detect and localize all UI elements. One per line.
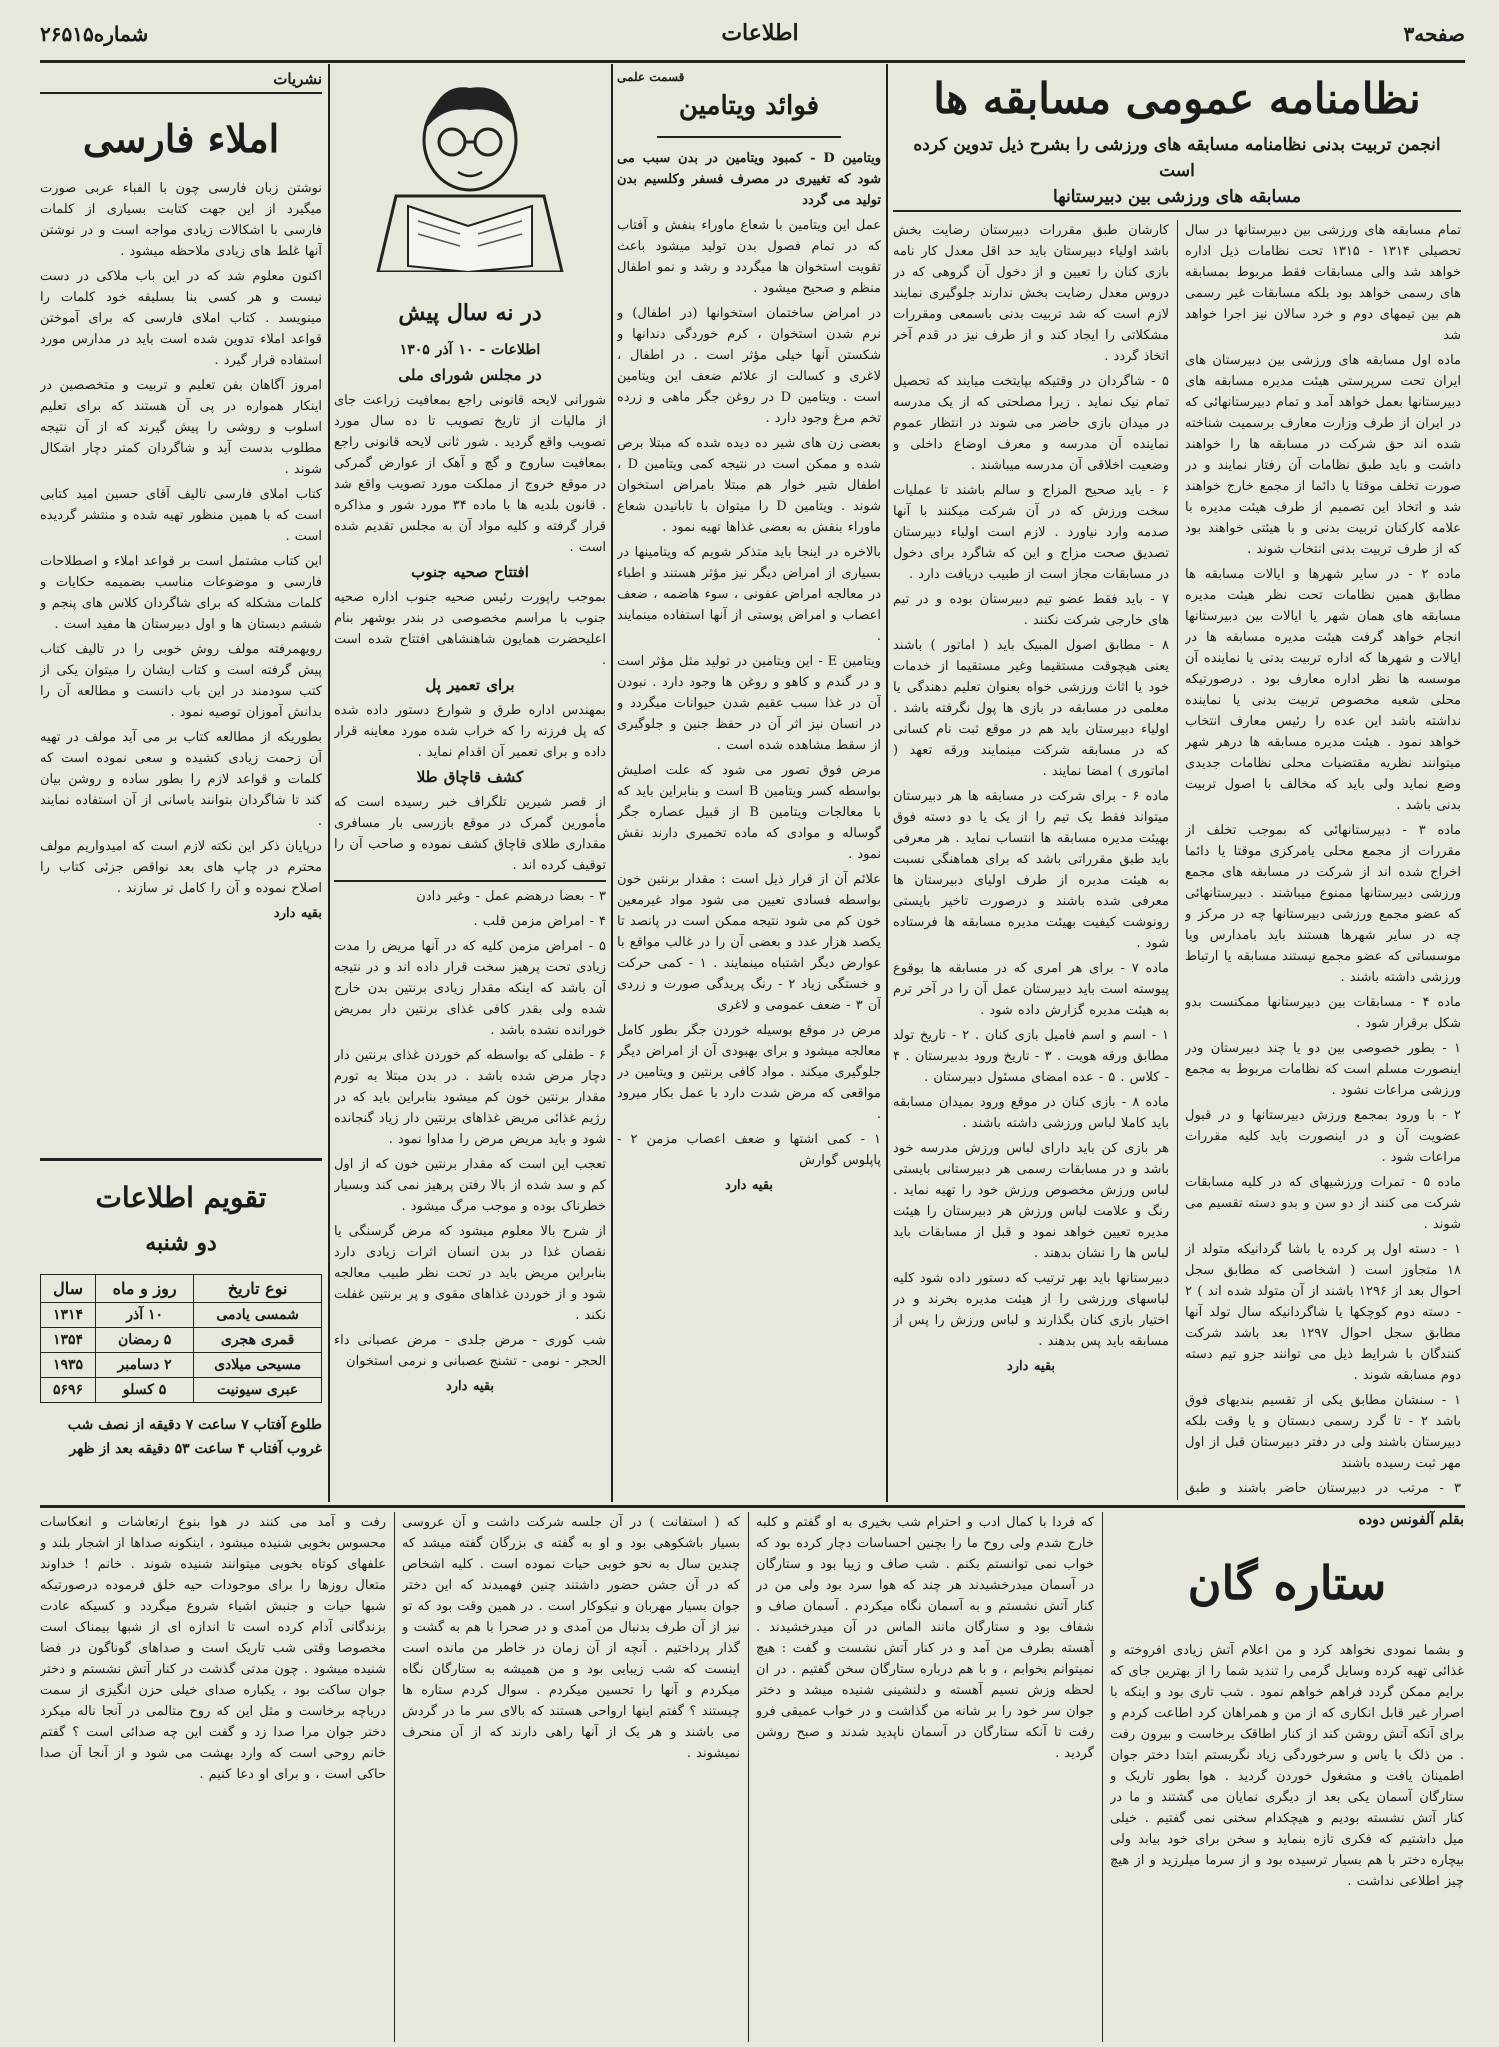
paragraph: رویهمرفته مولف روش خوبی را در تالیف کتاب پیش گرفته است و کتاب ایشان را میتوان یکی از کتب سودمند در این باب دانست و مطالعه آن را بدانش آموزان توصیه نمود . xyxy=(40,642,322,720)
paragraph: بالاخره در اینجا باید متذکر شویم که ویتامینها در بسیاری از امراض دیگر نیز مؤثر هستند و اطباء در معالجه امراض عفونی ، سوء هاضمه ، ضعف اعصاب و امراض پوستی از آنها استفاده مینمایند . xyxy=(617,545,881,644)
paragraph: ۳ - بعضا درهضم عمل - وغیر دادن xyxy=(416,888,606,904)
divider xyxy=(40,92,322,94)
paragraph: ماده ۷ - برای هر امری که در مسابقه ها بوقوع پیوسته است باید دبیرستان عمل آن را در آخر ترم به هیئت مدیره گزارش داده شود . xyxy=(893,961,1169,1018)
paragraph: ۶ - طفلی که بواسطه کم خوردن غذای برنتین دار دچار مرض شده باشد . در بدن مبتلا به تورم مقدار برنتین خون کم میشود بنابراین باید که در رژیم غذائی مریض غذاهای برنتین دار زیاد گنجانده شود و باید مریض مرض را مداوا نمود . xyxy=(334,1047,606,1147)
paragraph: شب کوری - مرض جلدی - مرض عصبانی داء الحجر - نومی - تشنج عصبانی و نرمی استخوان xyxy=(334,1332,606,1369)
article-history xyxy=(334,70,606,1502)
divider xyxy=(334,880,606,882)
reader-illustration-icon xyxy=(348,76,592,272)
table-cell: ۱۹۳۵ xyxy=(41,1353,96,1378)
article-title: در نه سال پیش xyxy=(398,300,542,326)
paragraph: و بشما نمودی نخواهد کرد و من اعلام آتش زیادی افروخته و غذائی تهیه کرده وسایل گرمی را تندید شما را از بهترین جای که برایم ممکن گردد فراهم خواهم نمود . شب تاری بود و اینکه با اصرار غیر قابل انکاری که از من و همراهان کرد اطاعت کردم و برای آنکه آتش روشن کند از کنار اطاقک برخاست و بیرون رفت . من ذلک با یاس و سرخوردگی زیاد نگریستم ابتدا دختر جوان اطمینان یافت و مشغول خوردن گردید . هوا بطور تاریک و ستارگان آسمان یکی بعد از دیگری نمایان می گشتند و ما در کنار آتش نشسته بودیم و هیچکدام سخنی نمی گفتیم . خیلی میل داشتیم که فکری تازه بنماید و سخن برای خود بیابد ولی بیچاره دختر با هم بسیار ترسیده بود و از سرما میلرزید و از هیچ چیز اطلاعی نداشت . xyxy=(1110,1643,1464,1889)
headline: نظامنامه عمومی مسابقه ها xyxy=(933,74,1421,123)
table-header: نوع تاریخ xyxy=(194,1275,322,1303)
paragraph: که فردا با کمال ادب و احترام شب بخیری به او گفتم و کلبه خارج شدم ولی روح ما را بچنین احساسات دچار کرده بود که خواب نمی توانستم بکنم . شب صاف و زیبا بود و ستارگان در آسمان میدرخشیدند هر چند که هوا سرد بود ولی من در کنار آتش نشستم و به آسمان نگاه میکردم . آسمان صاف و شفاف بود و ستارگان مانند الماس در آن میدرخشیدند . آهسته بطرف من آمد و در کنار آتش نشست و گفت : هیچ نمیتوانم بخوابم ، و با هم درباره ستارگان سخن گفتیم . در ان لحظه وزش نسیم آهسته و دلنشینی شنیده میشد و دختر جوان سر خود را بر شانه من گذاشت و در خواب عمیقی فرو رفت تا آنکه ستارگان در آسمان ناپدید شدند و صبح روشن گردید . xyxy=(756,1515,1094,1761)
story-column xyxy=(756,1512,1094,2042)
paragraph: کتاب املای فارسی تالیف آقای حسین امید کتابی است که با همین منظور تهیه شده و منتشر گردیده است . xyxy=(40,487,322,544)
paragraph: ۱ - دسته اول پر کرده یا باشا گردانیکه متولد از ۱۸ متجاوز است ( اشخاصی که مطابق سجل احوال بعد از ۱۲۹۶ باشند از آن متولد شده اند ) ۲ - دسته دوم کوچکها یا شاگردانیکه سال تولد آنها مطابق سجل احوال ۱۲۹۷ بعد باشد شرکت کنندگان با شرایط ذیل می توانند جزو تیم دسته دوم مسابقه شوند . xyxy=(1185,1242,1461,1383)
table-cell: ۵ رمضان xyxy=(96,1328,194,1353)
illustration-reader xyxy=(348,76,592,272)
paragraph: عمل این ویتامین با شعاع ماوراء بنفش و آفتاب که در تمام فصول بدن تولید میشود باعث تقویت استخوان ها میگردد و رشد و نمو اطفال منظم و صحیح میشود . xyxy=(617,218,881,296)
story-column xyxy=(402,1512,740,2042)
table-row xyxy=(41,1378,322,1403)
paragraph: درپایان ذکر این نکته لازم است که امیدواریم مولف محترم در چاپ های بعد نواقص جزئی کتاب را اصلاح نموده و آن را کامل تر سازند . xyxy=(40,839,322,896)
calendar-table xyxy=(40,1274,322,1403)
continued-note: بقیه دارد xyxy=(273,906,322,921)
paragraph: تمام مسابقه های ورزشی بین دبیرستانها در سال تحصیلی ۱۳۱۴ - ۱۳۱۵ تحت نظامات ذیل اداره خواهد شد والی مسابقات فقط مربوط بمسابقه های رسمی خواهد بود بلکه مسابقات غیر رسمی هم بین تیمهای دوم و خرد سالان نیز اجرا خواهد شد xyxy=(1185,223,1461,343)
paragraph: بعضی زن های شیر ده دیده شده که مبتلا برص شده و ممکن است در نتیجه کمی ویتامین D ، اطفال شیر خوار هم مبتلا بامراض استخوان شوند . ویتامین D را میتوان با تابانیدن شعاع ماوراء بنفش به بعضی غذاها تهیه نمود . xyxy=(617,436,881,535)
subheadline: مسابقه های ورزشی بین دبیرستانها xyxy=(1053,187,1301,207)
paragraph: ۴ - امراض مزمن قلب . xyxy=(473,913,606,929)
paragraph: ۶ - باید صحیح المزاج و سالم باشند تا عملیات سخت ورزش که در آن شرکت میکنند با آنها صدمه وارد نیاورد . لازم است اولیاء دبیرستان تصدیق صحت مزاج و این که شاگرد برای دخول در مسابقات مجاز است از طبیب دریافت دارد . xyxy=(893,483,1169,582)
paragraph: این کتاب مشتمل است بر قواعد املاء و اصطلاحات فارسی و موضوعات مناسب بضمیمه حکایات و کلمات مشکله که برای شاگردان کلاس های پنجم و ششم دبستان ها و اول دبیرستان ها مفید است . xyxy=(40,554,322,632)
paragraph: ۵ - امراض مزمن کلیه که در آنها مریض را مدت زیادی تحت پرهیز سخت قرار داده اند و در نتیجه آن باشد که اینکه مقدار زیادی برنتین بدن خارج شده ولی بقدر کافی غذای برنتین دار بمریض خورانده نشده باشد . xyxy=(334,938,606,1038)
paragraph: ۵ - شاگردان در وقتیکه بپایتخت میایند که تحصیل تمام نیک نماید . زیرا مصلحتی که از یک مدرسه در میدان بازی حاضر می شوند در انتظار عموم نماینده آن مدرسه و معرف اوضاع داخلی و وضعیت اخلاقی آن مدرسه میباشند . xyxy=(893,374,1169,473)
paragraph: ماده ۲ - در سایر شهرها و ایالات مسابقه ها مطابق همین نظامات تحت نظر هیئت مدیره مسابقه های همان شهر یا ایالات بین دبیرستانها انجام خواهد گرفت هیئت مدیره مسابقه ها در ایالات و شهرها که اداره تربیت بدنی یا نماینده آن موسسه ها نظر اداره معارف بود . درصورتیکه محلی شعبه مخصوص تربیت بدنی یا نماینده نداشته باشد این عده را رئیس معارف انتخاب خواهد نمود . هیئت مدیره مسابقه ها درهر شهر میتوانند نظریه مقتضیات محلی نظامات جدیدی وضع نماید ولی باید که مخالف با اصول تربیت بدنی باشد . xyxy=(1185,567,1461,813)
table-header: سال xyxy=(41,1275,96,1303)
column-divider xyxy=(394,1512,395,2042)
issue-number: شماره۲۶۵۱۵ xyxy=(40,22,149,46)
masthead-title: اطلاعات xyxy=(721,20,799,46)
table-cell: مسیحی میلادی xyxy=(194,1353,322,1378)
divider xyxy=(40,1158,322,1161)
paragraph: بطوریکه از مطالعه کتاب بر می آید مولف در تهیه آن زحمت زیادی کشیده و سعی نموده است که کلمات و قواعد لازم را بطور ساده و روشن بیان کند تا شاگردان بتوانند باسانی از آن استفاده نمایند . xyxy=(40,730,322,829)
paragraph: علائم آن از قرار ذیل است : مقدار برنتین خون بواسطه فسادی تعیین می شود مواد غیرمعین خون کم می شود نتیجه ممکن است در پانصد تا یکصد هزار عدد و بعضی آن را در غالب مواقع با عوارض دیگر اشتباه مینمایند . ۱ - کمی حرکت و خستگی زیاد ۲ - رنگ پریدگی صورت و زردی آن ۳ - ضعف عمومی و لاغری xyxy=(617,872,881,1013)
article-body xyxy=(40,178,322,1148)
article-vitamins xyxy=(617,70,881,1502)
section-heading: در مجلس شورای ملی xyxy=(398,366,542,384)
paragraph: ۱ - کمی اشتها و ضعف اعصاب مزمن ۲ - پاپلوس گوارش xyxy=(617,1132,881,1168)
paragraph: شورانی لایحه قانونی راجع بمعافیت زراعت جای از مالیات از تاریخ تصویب تا ده سال مورد تصویب واقع گردید . شور ثانی لایحه قانونی راجع بمعافیت ساروج و گچ و آهک از عوارض گمرکی در موقع خروج از مملکت مورد تصویب واقع شد . قانون بلدیه ها با ماده ۳۴ مورد شور و مذاکره قرار گرفته و کلیه مواد آن به مجلس تقدیم شده است . xyxy=(334,393,606,555)
paragraph: ۳ - مرتب در دبیرستان حاضر باشند و طبق xyxy=(1185,1481,1461,1496)
paragraph: کارشان طبق مقررات دبیرستان رضایت بخش باشد اولیاء دبیرستان باید حد اقل معدل کار نامه بازی کنان را تعیین و از دخول آن گروهی که در دروس معدل رضایت بخش ندارند جلوگیری نمایند لازم است که شد تربیت بدنی باسمعی ومقررات مشکلاتی را ایجاد کند و از طرف نیز در قدم آخر اتخاذ گردد . xyxy=(893,223,1169,364)
paragraph: ۸ - مطابق اصول المبیک باید ( اماتور ) باشند یعنی هیچوقت مستقیما وغیر مستقیما از خدمات خود یا اثاث ورزشی خواه بعنوان تعلیم دهندگی یا معلمی در مسابقه در بازی ها پول نگرفته باشد . اولیاء دبیرستان باید هم در موقع ثبت نام کسانی که در مسابقه شرکت مینمایند ورقه تعهد ( اماتوری ) امضا نمایند . xyxy=(893,638,1169,779)
calendar-box xyxy=(40,1168,322,1502)
column-divider xyxy=(1177,220,1178,1500)
column-divider xyxy=(611,64,613,1502)
continued-note: بقیه دارد xyxy=(724,1178,774,1193)
paragraph: امروز آگاهان بفن تعلیم و تربیت و متخصصین در اینکار همواره در پی آن هستند که برای تعلیم اسلوب و روشی را پیش گیرند که از آن نتیجه مطلوب بدست آید و شاگردان کمتر دچار اشکال شوند . xyxy=(40,378,322,477)
column-divider xyxy=(328,64,330,1502)
header-rule xyxy=(40,60,1465,63)
paragraph: هر بازی کن باید دارای لباس ورزش مدرسه خود باشد و در مسابقات رسمی هر دبیرستانی بایستی لباس ورزش مخصوص ورزش خود را تهیه نماید . رنگ و علامت لباس ورزش هر دبیرستان را هیئت مدیره تعیین خواهد نمود و قبل از مسابقات باید لباس ها را نشان بدهند . xyxy=(893,1141,1169,1261)
section-heading: برای تعمیر پل xyxy=(425,676,515,694)
continued-note: بقیه دارد xyxy=(1006,1359,1056,1374)
paragraph: ویتامین E - این ویتامین در تولید مثل مؤثر است و در گندم و کاهو و روغن ها وجود دارد . نبودن آن در غذا سبب عقیم شدن حیوانات میگردد و در انسان نیز اثر آن در حفظ جنین و جلوگیری از سقط مشاهده شده است . xyxy=(617,654,881,753)
paragraph: از شرح بالا معلوم میشود که مرض گرسنگی یا نقصان غذا در بدن انسان اثرات زیادی دارد بنابراین مریض باید در تحت نظر طبیب معالجه شود و از خوردن غذاهای مقوی و پر برنتین غفلت نکند . xyxy=(334,1223,606,1323)
article-column xyxy=(1185,220,1461,1500)
article-body xyxy=(334,340,606,1500)
table-cell: عبری سیونیت xyxy=(194,1378,322,1403)
section-heading: کشف قاچاق طلا xyxy=(416,768,524,786)
continued-note: بقیه دارد xyxy=(445,1378,495,1394)
column-divider xyxy=(1102,1512,1103,2042)
table-cell: ۲ دسامبر xyxy=(96,1353,194,1378)
paragraph: از قصر شیرین تلگراف خبر رسیده است که مأمورین گمرک در موقع بازرسی بار مسافری مقداری طلای قاچاق کشف نموده و صاحب آن را توقیف کرده اند . xyxy=(334,795,606,873)
paragraph: ماده اول مسابقه های ورزشی بین دبیرستان های ایران تحت سرپرستی هیئت مدیره مسابقه های دبیرستانها بعمل خواهد آمد و تمام دبیرستانهائی که در ایران از طرف وزارت معارف برسمیت شناخته شده اند حق شرکت در مسابقه ها را خواهند داشت و باید طبق نظامات آن رفتار نمایند و در صورت تخلف موقتا یا دائما از مجمع خارج خواهند شد و اتخاذ این تصمیم از طرف هیئت مدیره با علامه کارکنان تربیت بدنی و با هیئتی خواهند بود که از طرف تربیت بدنی انتخاب شوند . xyxy=(1185,353,1461,557)
sunrise-time: طلوع آفتاب ۷ ساعت ۷ دقیقه از نصف شب xyxy=(67,1417,322,1433)
table-cell: قمری هجری xyxy=(194,1328,322,1353)
paragraph: مرض فوق تصور می شود که علت اصلیش بواسطه کسر ویتامین B است و بنابراین باید که با معالجات ویتامین B از قبیل عصاره جگر گوساله و موادی که ماده تخمیری دارند نقش نمود . xyxy=(617,763,881,862)
story-column xyxy=(40,1512,386,2042)
section-heading: افتتاح صحیه جنوب xyxy=(411,563,529,581)
article-title: املاء فارسی xyxy=(82,116,280,161)
paragraph: در امراض ساختمان استخوانها (در اطفال) و نرم شدن استخوان ، کرم خوردگی دندانها و شکستن آنها خیلی مؤثر است . در اطفال ، لاغری و کسالت از علائم ضعف این ویتامین است . ویتامین D در روغن جگر ماهی و زرده تخم مرغ وجود دارد . xyxy=(617,306,881,426)
byline: بقلم آلفونس دوده xyxy=(1358,1512,1464,1528)
dateline: اطلاعات - ۱۰ آذر ۱۳۰۵ xyxy=(399,342,541,358)
paragraph: رفت و آمد می کنند در هوا بنوع ارتعاشات و انعکاسات محسوس بخوبی شنیده میشود ، اینکونه صداها از اشجار بلند و علفهای کوتاه بخوبی میتوانند شنیده شوند . خانم ! خداوند متعال روزها را برای موجودات حیه خلق فرموده درصورتیکه شبها حیات و جنبش اشیاء شروع میگردد و کسیکه عادت بزندگانی آدام کرده است تا اندازه ای از شبها بیمناک است مخصوصا وقتی شب تاریک است و صداهای گوناگون در فضا شنیده میشود . چون مدتی گذشت در کنار آتش نشستم و دختر جوان ساکت بود ، یکباره صدای خیلی حزن انگیزی از سمت دریاچه برخاست و مثل این که روح متالمی در آنجا ناله میکرد دختر جوان مرا صدا زد و گفت این چه صدائی است ؟ گفتم خانم روحی است که وارد بهشت می شود و از آنجا آن صدا حاکی است ، و برای او دعا کنیم . xyxy=(40,1515,386,1782)
subheadline: انجمن تربیت بدنی نظامنامه مسابقه های ورزشی را بشرح ذیل تدوین کرده است xyxy=(913,135,1441,181)
page-header xyxy=(40,18,1465,52)
paragraph: ماده ۳ - دبیرستانهائی که بموجب تخلف از مقررات از مجمع محلی یامرکزی موقتا یا دائما اخراج شده اند از شرکت در مسابقه های مجمع ورزشی دبیرستانها ممنوع میباشند . دبیرستانهائی که عضو مجمع ورزشی دبیرستانها چه در مرکز و چه در سایر شهرها هستند باید بامدارس ویا موسساتی که عضو مجمع نیستند مسابقه یا ارتباط ورزشی داشته باشند . xyxy=(1185,823,1461,985)
article-body xyxy=(617,148,881,1498)
paragraph: که ( استفانت ) در آن جلسه شرکت داشت و آن عروسی بسیار باشکوهی بود و او به گفته ی بزرگان گفته میشد که چندین سال به نحو خوبی حیات نموده است . کلیه اشخاص که در آن جشن حضور داشتند چنین فهمیدند که این دختر جوان بسیار مهربان و نیکوکار است . در همین وقت بود که تو نیز از آن طرف بدنبال من آمدی و در صحرا با هم به گشت و گذار پرداختیم . آنچه از آن زمان در خاطر من مانده است اینست که شب زیبایی بود و من همیشه به ستارگان نگاه میکردم و آنها را تحسین میکردم . سوال کردم ستاره ها چیستند ؟ گفتم اینها ارواحی هستند که بالای سر ما در گردش می باشند و هر یک از آنها راهی دارند که از آن منحرف نمیشوند . xyxy=(402,1515,740,1761)
table-cell: ۱۰ آذر xyxy=(96,1303,194,1328)
paragraph: تعجب این است که مقدار برنتین خون که از اول کم و سد شده از بالا رفتن پرهیز نمی کند وبسیار خطرناک بوده و موجب مرگ میشود . xyxy=(334,1156,606,1214)
paragraph: دبیرستانها باید بهر ترتیب که دستور داده شود کلیه لباسهای ورزشی را از هیئت مدیره بخرند و در اختیار بازی کنان بگذارند و لباس ورزش را پس از مسابقه باید پس بدهند . xyxy=(893,1271,1169,1349)
story-column xyxy=(1110,1640,1464,2040)
article-column xyxy=(893,220,1169,1500)
paragraph: اکنون معلوم شد که در این باب ملاکی در دست نیست و هر کسی بنا بسلیقه خود کلمات را مینویسد . کتاب املای فارسی که برای آموختن قواعد املاء تدوین شده است باید در مدارس مورد استفاده قرار گیرد . xyxy=(40,269,322,368)
column-divider xyxy=(886,64,888,1502)
divider xyxy=(893,210,1461,212)
column-divider xyxy=(748,1512,749,2042)
table-cell: ۵۶۹۶ xyxy=(41,1378,96,1403)
paragraph: ۱ - بطور خصوصی بین دو یا چند دبیرستان ودر اینصورت مسلم است که نظامات مربوط به مجمع ورزشی مراعات نشود . xyxy=(1185,1041,1461,1098)
paragraph: بمهندس اداره طرق و شوارع دستور داده شده که پل فرزنه را که خراب شده مورد معاینه قرار داده و برای تعمیر آن اقدام نماید . xyxy=(334,703,606,760)
table-cell: شمسی یادمی xyxy=(194,1303,322,1328)
paragraph: ماده ۸ - بازی کنان در موقع ورود بمیدان مسابقه باید کاملا لباس ورزشی داشته باشند . xyxy=(893,1095,1169,1131)
fold-rule xyxy=(40,1505,1465,1508)
table-cell: ۵ کسلو xyxy=(96,1378,194,1403)
article-title: فوائد ویتامین xyxy=(678,91,820,121)
paragraph: نوشتن زبان فارسی چون با الفباء عربی صورت میگیرد از این جهت کتابت بسیاری از کلمات فارسی با اشکالات زیادی مواجه است و در نوشتن آنها غلط های زیادی ملاحظه میشود . xyxy=(40,181,322,259)
page-number: صفحه۳ xyxy=(1403,22,1465,46)
table-row xyxy=(41,1303,322,1328)
table-cell: ۱۳۱۴ xyxy=(41,1303,96,1328)
paragraph: ۷ - باید فقط عضو تیم دبیرستان بوده و در تیم های خارجی شرکت نکنند . xyxy=(893,592,1169,628)
article-regulations xyxy=(893,70,1461,1502)
section-kicker: قسمت علمی xyxy=(617,70,685,84)
paragraph: ۱ - اسم و اسم فامیل بازی کنان . ۲ - تاریخ تولد مطابق ورقه هویت . ۳ - تاریخ ورود بدبیرستان . ۴ - کلاس . ۵ - عده امضای مسئول دبیرستان . xyxy=(893,1028,1169,1085)
article-spelling xyxy=(40,70,322,1150)
calendar-title: تقویم اطلاعات xyxy=(95,1181,267,1214)
paragraph: ماده ۶ - برای شرکت در مسابقه ها هر دبیرستان میتواند فقط یک تیم را از یک یا دو دسته فوق بهیئت مدیره مسابقه ها انتساب نماید . هر معرفی باید طبق مقرراتی باشد که برای هماهنگی نسبت به هیئت مدیره از طرف اولیای دبیرستان ها معرفی شده باشند و درصورت تاخیر بایستی رونوشت کیفیت بهیئت مدیره مسابقه ها فرستاده شود . xyxy=(893,789,1169,951)
paragraph: مرض در موقع بوسیله خوردن جگر بطور کامل معالجه میشود و برای بهبودی آن از امراض دیگر جلوگیری میکند . مواد کافی برنتین و ویتامین در مواقعی که مرض شدت دارد با عمل بکار میرود . xyxy=(617,1023,881,1122)
table-header: روز و ماه xyxy=(96,1275,194,1303)
calendar-day: دو شنبه xyxy=(145,1230,217,1256)
paragraph: ماده ۴ - مسابقات بین دبیرستانها ممکنست بدو شکل برقرار شود . xyxy=(1185,995,1461,1031)
story-heading xyxy=(1110,1512,1464,1636)
sunset-time: غروب آفتاب ۴ ساعت ۵۳ دقیقه بعد از ظهر xyxy=(69,1441,322,1457)
paragraph: بموجب راپورت رئیس صحیه جنوب اداره صحیه جنوب با مراسم مخصوصی در بندر بوشهر بنام اعلیحضرت همایون شاهنشاهی افتتاح شده است . xyxy=(334,590,606,668)
table-cell: ۱۳۵۴ xyxy=(41,1328,96,1353)
title-underline xyxy=(657,136,841,138)
lead-paragraph: ویتامین D - کمبود ویتامین در بدن سبب می شود که تغییری در مصرف فسفر وکلسیم بدن تولید می گردد xyxy=(617,151,881,208)
paragraph: ۱ - سنشان مطابق یکی از تقسیم بندیهای فوق باشد ۲ - تا گرد رسمی دبستان و یا وقت بلکه دبیرستان باشند ولی در دفتر دبیرستان قبل از اول مهر ثبت رسیده باشند xyxy=(1185,1393,1461,1471)
table-row xyxy=(41,1328,322,1353)
table-row xyxy=(41,1353,322,1378)
paragraph: ۲ - با ورود بمجمع ورزش دبیرستانها و در قبول عضویت آن و در اینصورت باید کلیه مقررات مراعات شود . xyxy=(1185,1108,1461,1165)
section-label: نشریات xyxy=(273,70,322,88)
story-title: ستاره گان xyxy=(1187,1556,1387,1610)
paragraph: ماده ۵ - تمرات ورزشیهای که در کلیه مسابقات شرکت می کنند از دو سن و بدو دسته تقسیم می شوند . xyxy=(1185,1175,1461,1232)
